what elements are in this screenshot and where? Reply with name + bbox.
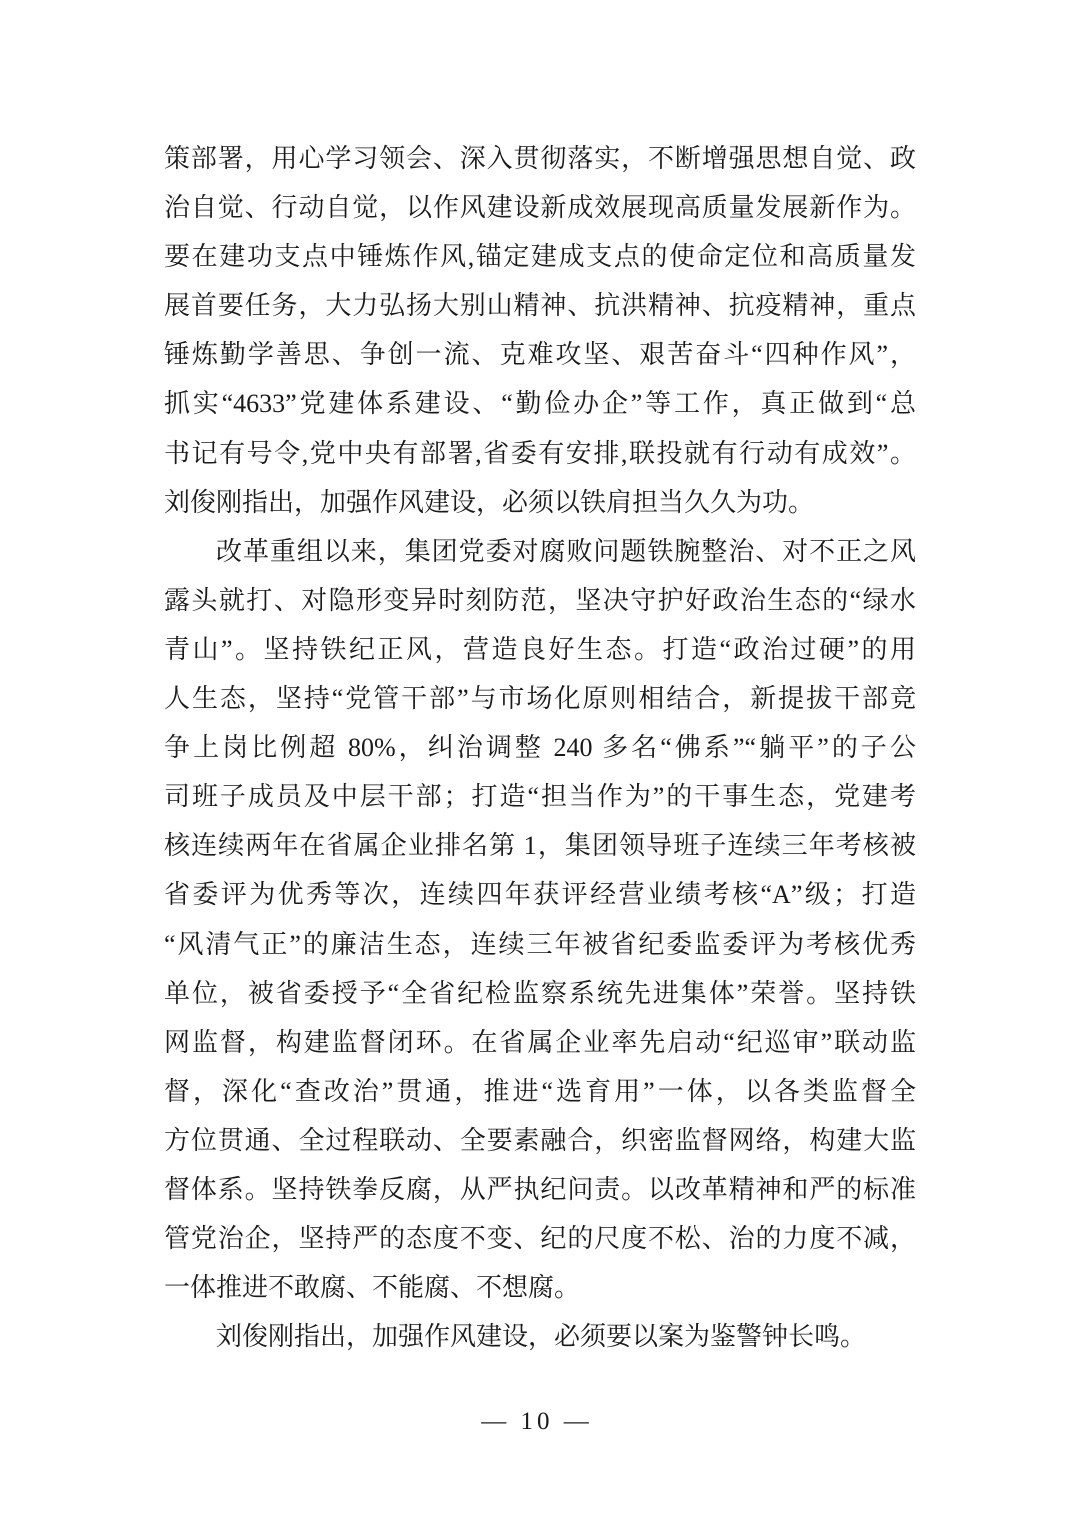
text-line: 书记有号令,党中央有部署,省委有安排,联投就有行动有成效”。: [164, 438, 916, 468]
text-line: 人生态，坚持“党管干部”与市场化原则相结合，新提拔干部竞: [164, 684, 916, 714]
text-line: 治自觉、行动自觉，以作风建设新成效展现高质量发展新作为。: [164, 193, 916, 223]
paragraph: [164, 134, 916, 527]
text-line: 司班子成员及中层干部；打造“担当作为”的干事生态，党建考: [164, 782, 916, 812]
text-line: 抓实“4633”党建体系建设、“勤俭办企”等工作，真正做到“总: [164, 389, 916, 419]
text-line: 督，深化“查改治”贯通，推进“选育用”一体，以各类监督全: [164, 1076, 916, 1106]
text-line: 策部署，用心学习领会、深入贯彻落实，不断增强思想自觉、政: [164, 144, 916, 173]
text-line: 展首要任务，大力弘扬大别山精神、抗洪精神、抗疫精神，重点: [164, 291, 916, 321]
text-line: 改革重组以来，集团党委对腐败问题铁腕整治、对不正之风: [216, 536, 916, 566]
text-line: 单位，被省委授予“全省纪检监察系统先进集体”荣誉。坚持铁: [164, 978, 916, 1008]
paragraph: [164, 527, 916, 1313]
page-number: — 10 —: [481, 1408, 593, 1435]
text-line: 网监督，构建监督闭环。在省属企业率先启动“纪巡审”联动监: [164, 1027, 916, 1057]
text-line: 青山”。坚持铁纪正风，营造良好生态。打造“政治过硬”的用: [164, 634, 916, 664]
text-line: 刘俊刚指出，加强作风建设，必须以铁肩担当久久为功。: [164, 487, 815, 517]
paragraph: [164, 1312, 916, 1361]
document-body: [164, 134, 916, 1361]
text-line: 管党治企，坚持严的态度不变、纪的尺度不松、治的力度不减，: [164, 1224, 916, 1254]
text-line: 露头就打、对隐形变异时刻防范，坚决守护好政治生态的“绿水: [164, 585, 916, 615]
text-line: 督体系。坚持铁拳反腐，从严执纪问责。以改革精神和严的标准: [164, 1174, 916, 1204]
text-line: 核连续两年在省属企业排名第 1，集团领导班子连续三年考核被: [164, 831, 916, 861]
text-line: 锤炼勤学善思、争创一流、克难攻坚、艰苦奋斗“四种作风”，: [164, 340, 916, 370]
text-line: “风清气正”的廉洁生态，连续三年被省纪委监委评为考核优秀: [164, 929, 916, 959]
text-line: 刘俊刚指出，加强作风建设，必须要以案为鉴警钟长鸣。: [216, 1322, 867, 1352]
text-line: 争上岗比例超 80%，纠治调整 240 多名“佛系”“躺平”的子公: [164, 733, 916, 763]
text-line: 省委评为优秀等次，连续四年获评经营业绩考核“A”级；打造: [164, 880, 916, 910]
text-line: 一体推进不敢腐、不能腐、不想腐。: [164, 1273, 581, 1303]
text-line: 要在建功支点中锤炼作风,锚定建成支点的使命定位和高质量发: [164, 242, 916, 272]
text-line: 方位贯通、全过程联动、全要素融合，织密监督网络，构建大监: [164, 1125, 916, 1155]
